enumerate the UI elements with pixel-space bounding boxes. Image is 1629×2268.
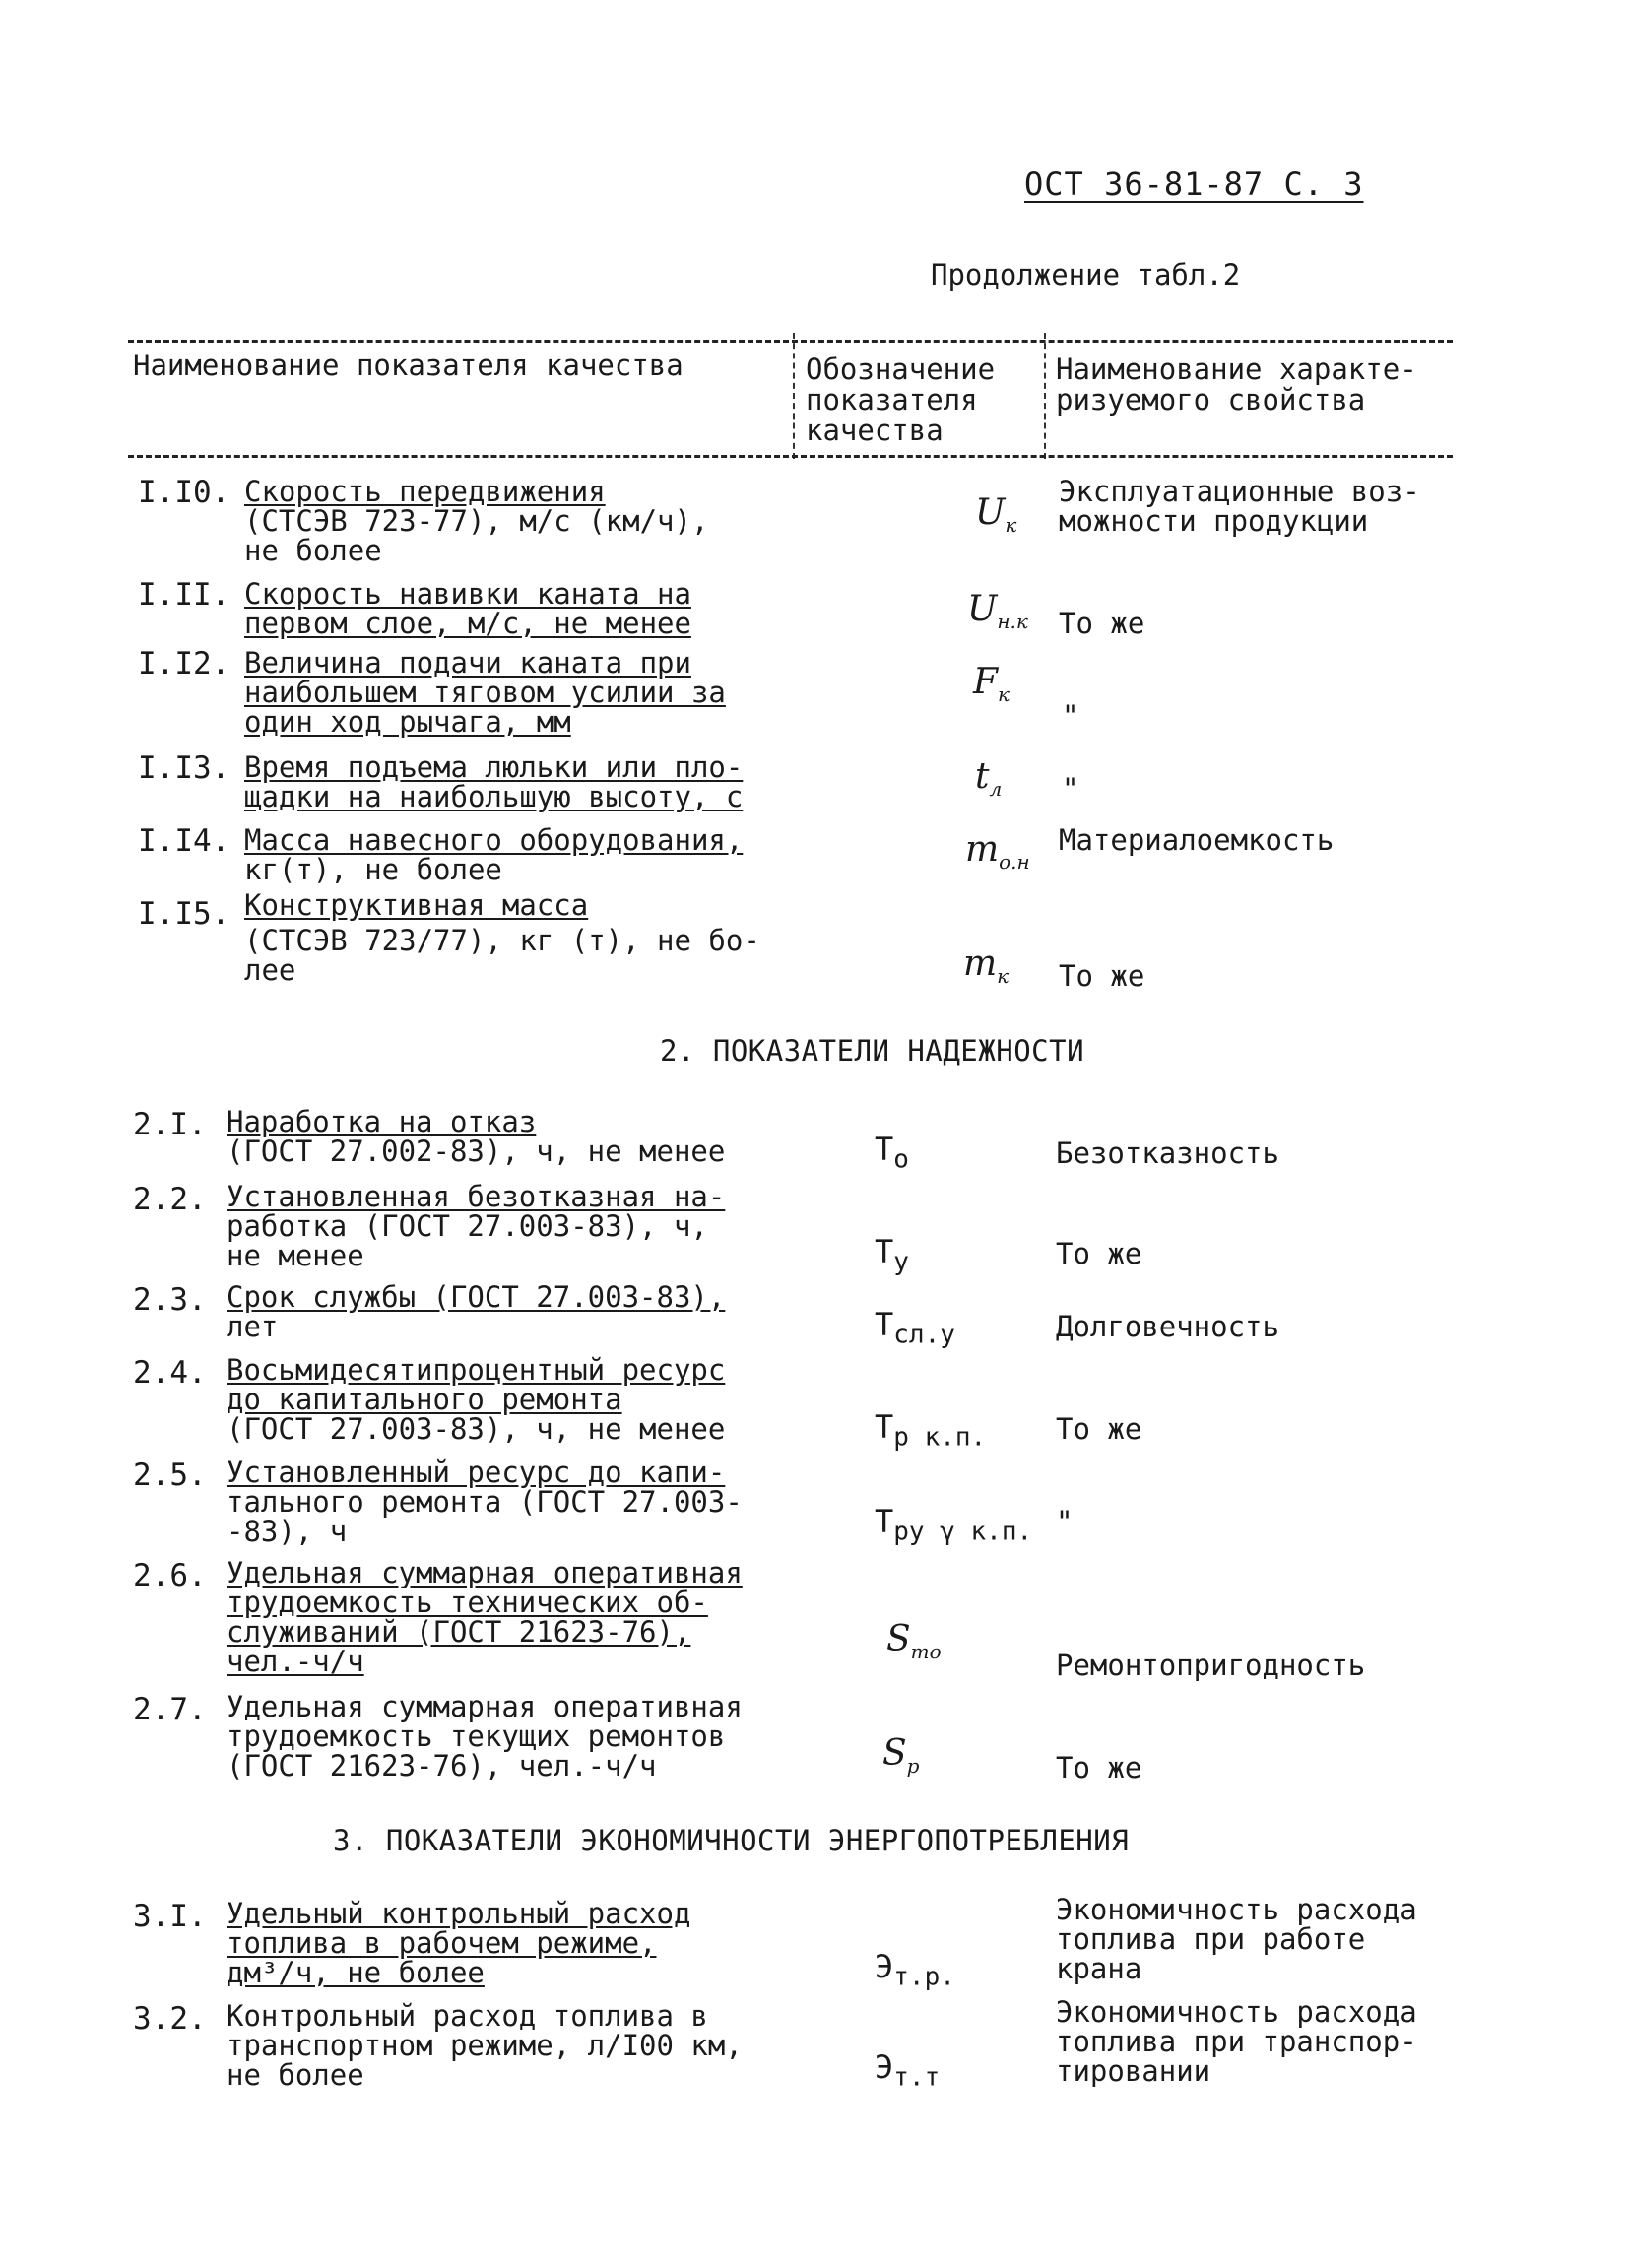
row-number: 2.7. — [133, 1692, 207, 1727]
quality-symbol: $S_р$ — [882, 1733, 920, 1779]
row-property: Экономичность расхода топлива при транспор- тировании — [1056, 1995, 1417, 2088]
row-number: 2.I. — [133, 1107, 207, 1142]
row-number: 3.I. — [133, 1899, 207, 1934]
quality-symbol: $Э_{т.р.}$ — [875, 1948, 955, 1992]
row-number: 2.2. — [133, 1182, 207, 1217]
row-property: " — [1056, 1505, 1074, 1538]
row-number: I.II. — [138, 577, 230, 613]
row-property: " — [1062, 699, 1079, 733]
row-indicator-name: Удельная суммарная оперативная трудоемкость текущих ремонтов (ГОСТ 21623-76), чел.-ч/ч — [227, 1690, 743, 1782]
quality-symbol: $Т_{р к.п.}$ — [875, 1408, 987, 1453]
row-indicator-name: Скорость передвижения (СТСЭВ 723-77), м/с (км/ч), не более — [244, 475, 709, 567]
row-number: 2.4. — [133, 1355, 207, 1391]
row-number: I.I5. — [138, 896, 230, 932]
row-property: То же — [1056, 1237, 1142, 1270]
section-title-reliability: 2. ПОКАЗАТЕЛИ НАДЕЖНОСТИ — [660, 1034, 1085, 1068]
table-header-bottom-rule — [128, 455, 1453, 458]
header-col-designation: Обозначение показателя качества — [806, 353, 996, 447]
row-property: Материалоемкость — [1059, 823, 1335, 857]
header-col-indicator-name: Наименование показателя качества — [133, 349, 684, 382]
quality-symbol: $Э_{т.т}$ — [875, 2048, 941, 2093]
row-indicator-name: Скорость навивки каната на первом слое, м/с, не менее — [244, 577, 691, 640]
quality-symbol: $S_{то}$ — [886, 1619, 942, 1664]
quality-symbol: $Т_у$ — [875, 1233, 909, 1277]
row-property: То же — [1056, 1412, 1142, 1446]
row-number: 2.5. — [133, 1458, 207, 1493]
row-indicator-name: Наработка на отказ (ГОСТ 27.002-83), ч, не менее — [227, 1105, 726, 1168]
quality-symbol: $m_к$ — [963, 943, 1010, 989]
row-indicator-name: Удельный контрольный расход топлива в рабочем режиме, дм³/ч, не более — [227, 1897, 691, 1989]
row-property: Безотказность — [1056, 1136, 1279, 1170]
row-property: То же — [1059, 959, 1145, 993]
column-divider-2 — [1044, 333, 1046, 459]
quality-symbol: $F_к$ — [973, 662, 1010, 707]
row-indicator-name: Масса навесного оборудования, кг(т), не более — [244, 823, 744, 886]
row-number: I.I4. — [138, 823, 230, 859]
row-number: 3.2. — [133, 2001, 207, 2037]
row-indicator-name: Контрольный расход топлива в транспортном режиме, л/I00 км, не более — [227, 1999, 743, 2092]
header-col-property: Наименование характе- ризуемого свойства — [1056, 353, 1417, 417]
row-property: Ремонтопригодность — [1056, 1649, 1366, 1682]
quality-symbol: $Т_о$ — [875, 1131, 909, 1175]
row-indicator-name: Конструктивная масса (СТСЭВ 723/77), кг (т), не бо- лее — [244, 888, 760, 987]
row-number: 2.3. — [133, 1282, 207, 1318]
quality-symbol: $t_л$ — [975, 756, 1003, 802]
row-property: Экономичность расхода топлива при работе крана — [1056, 1893, 1417, 1985]
row-number: 2.6. — [133, 1558, 207, 1593]
quality-symbol: $m_{о.н}$ — [965, 829, 1030, 875]
row-property: Эксплуатационные воз- можности продукции — [1059, 475, 1420, 538]
row-indicator-name: Срок службы (ГОСТ 27.003-83), лет — [227, 1280, 726, 1343]
row-indicator-name: Восьмидесятипроцентный ресурс до капитального ремонта (ГОСТ 27.003-83), ч, не менее — [227, 1353, 726, 1446]
document-code: ОСТ 36-81-87 С. 3 — [1024, 165, 1364, 203]
row-number: I.I2. — [138, 646, 230, 681]
row-indicator-name: Установленная безотказная на- работка (ГОСТ 27.003-83), ч, не менее — [227, 1180, 726, 1272]
row-indicator-name: Установленный ресурс до капи- тального ремонта (ГОСТ 27.003- -83), ч — [227, 1456, 743, 1548]
column-divider-1 — [793, 333, 795, 459]
quality-symbol: $U_{н.к}$ — [967, 589, 1028, 634]
row-indicator-name: Время подъема люльки или пло- щадки на наибольшую высоту, с — [244, 750, 744, 813]
quality-symbol: $Т_{ру \gamma к.п.}$ — [875, 1503, 1033, 1547]
row-property: То же — [1056, 1751, 1142, 1784]
quality-symbol: $U_к$ — [975, 492, 1017, 538]
row-indicator-name: Величина подачи каната при наибольшем тяговом усилии за один ход рычага, мм — [244, 646, 726, 739]
section-title-energy-economy: 3. ПОКАЗАТЕЛИ ЭКОНОМИЧНОСТИ ЭНЕРГОПОТРЕБЛЕНИЯ — [333, 1824, 1130, 1857]
row-indicator-name: Удельная суммарная оперативная трудоемкость технических об- служиваний (ГОСТ 21623-76), чел.-ч/ч — [227, 1556, 743, 1678]
row-property: Долговечность — [1056, 1310, 1279, 1343]
quality-symbol: $Т_{сл.у}$ — [875, 1306, 955, 1350]
row-number: I.I0. — [138, 475, 230, 510]
row-property: То же — [1059, 607, 1145, 640]
table-continuation-label: Продолжение табл.2 — [931, 258, 1241, 292]
row-property: " — [1062, 772, 1079, 806]
row-number: I.I3. — [138, 750, 230, 786]
table-top-rule — [128, 340, 1453, 343]
